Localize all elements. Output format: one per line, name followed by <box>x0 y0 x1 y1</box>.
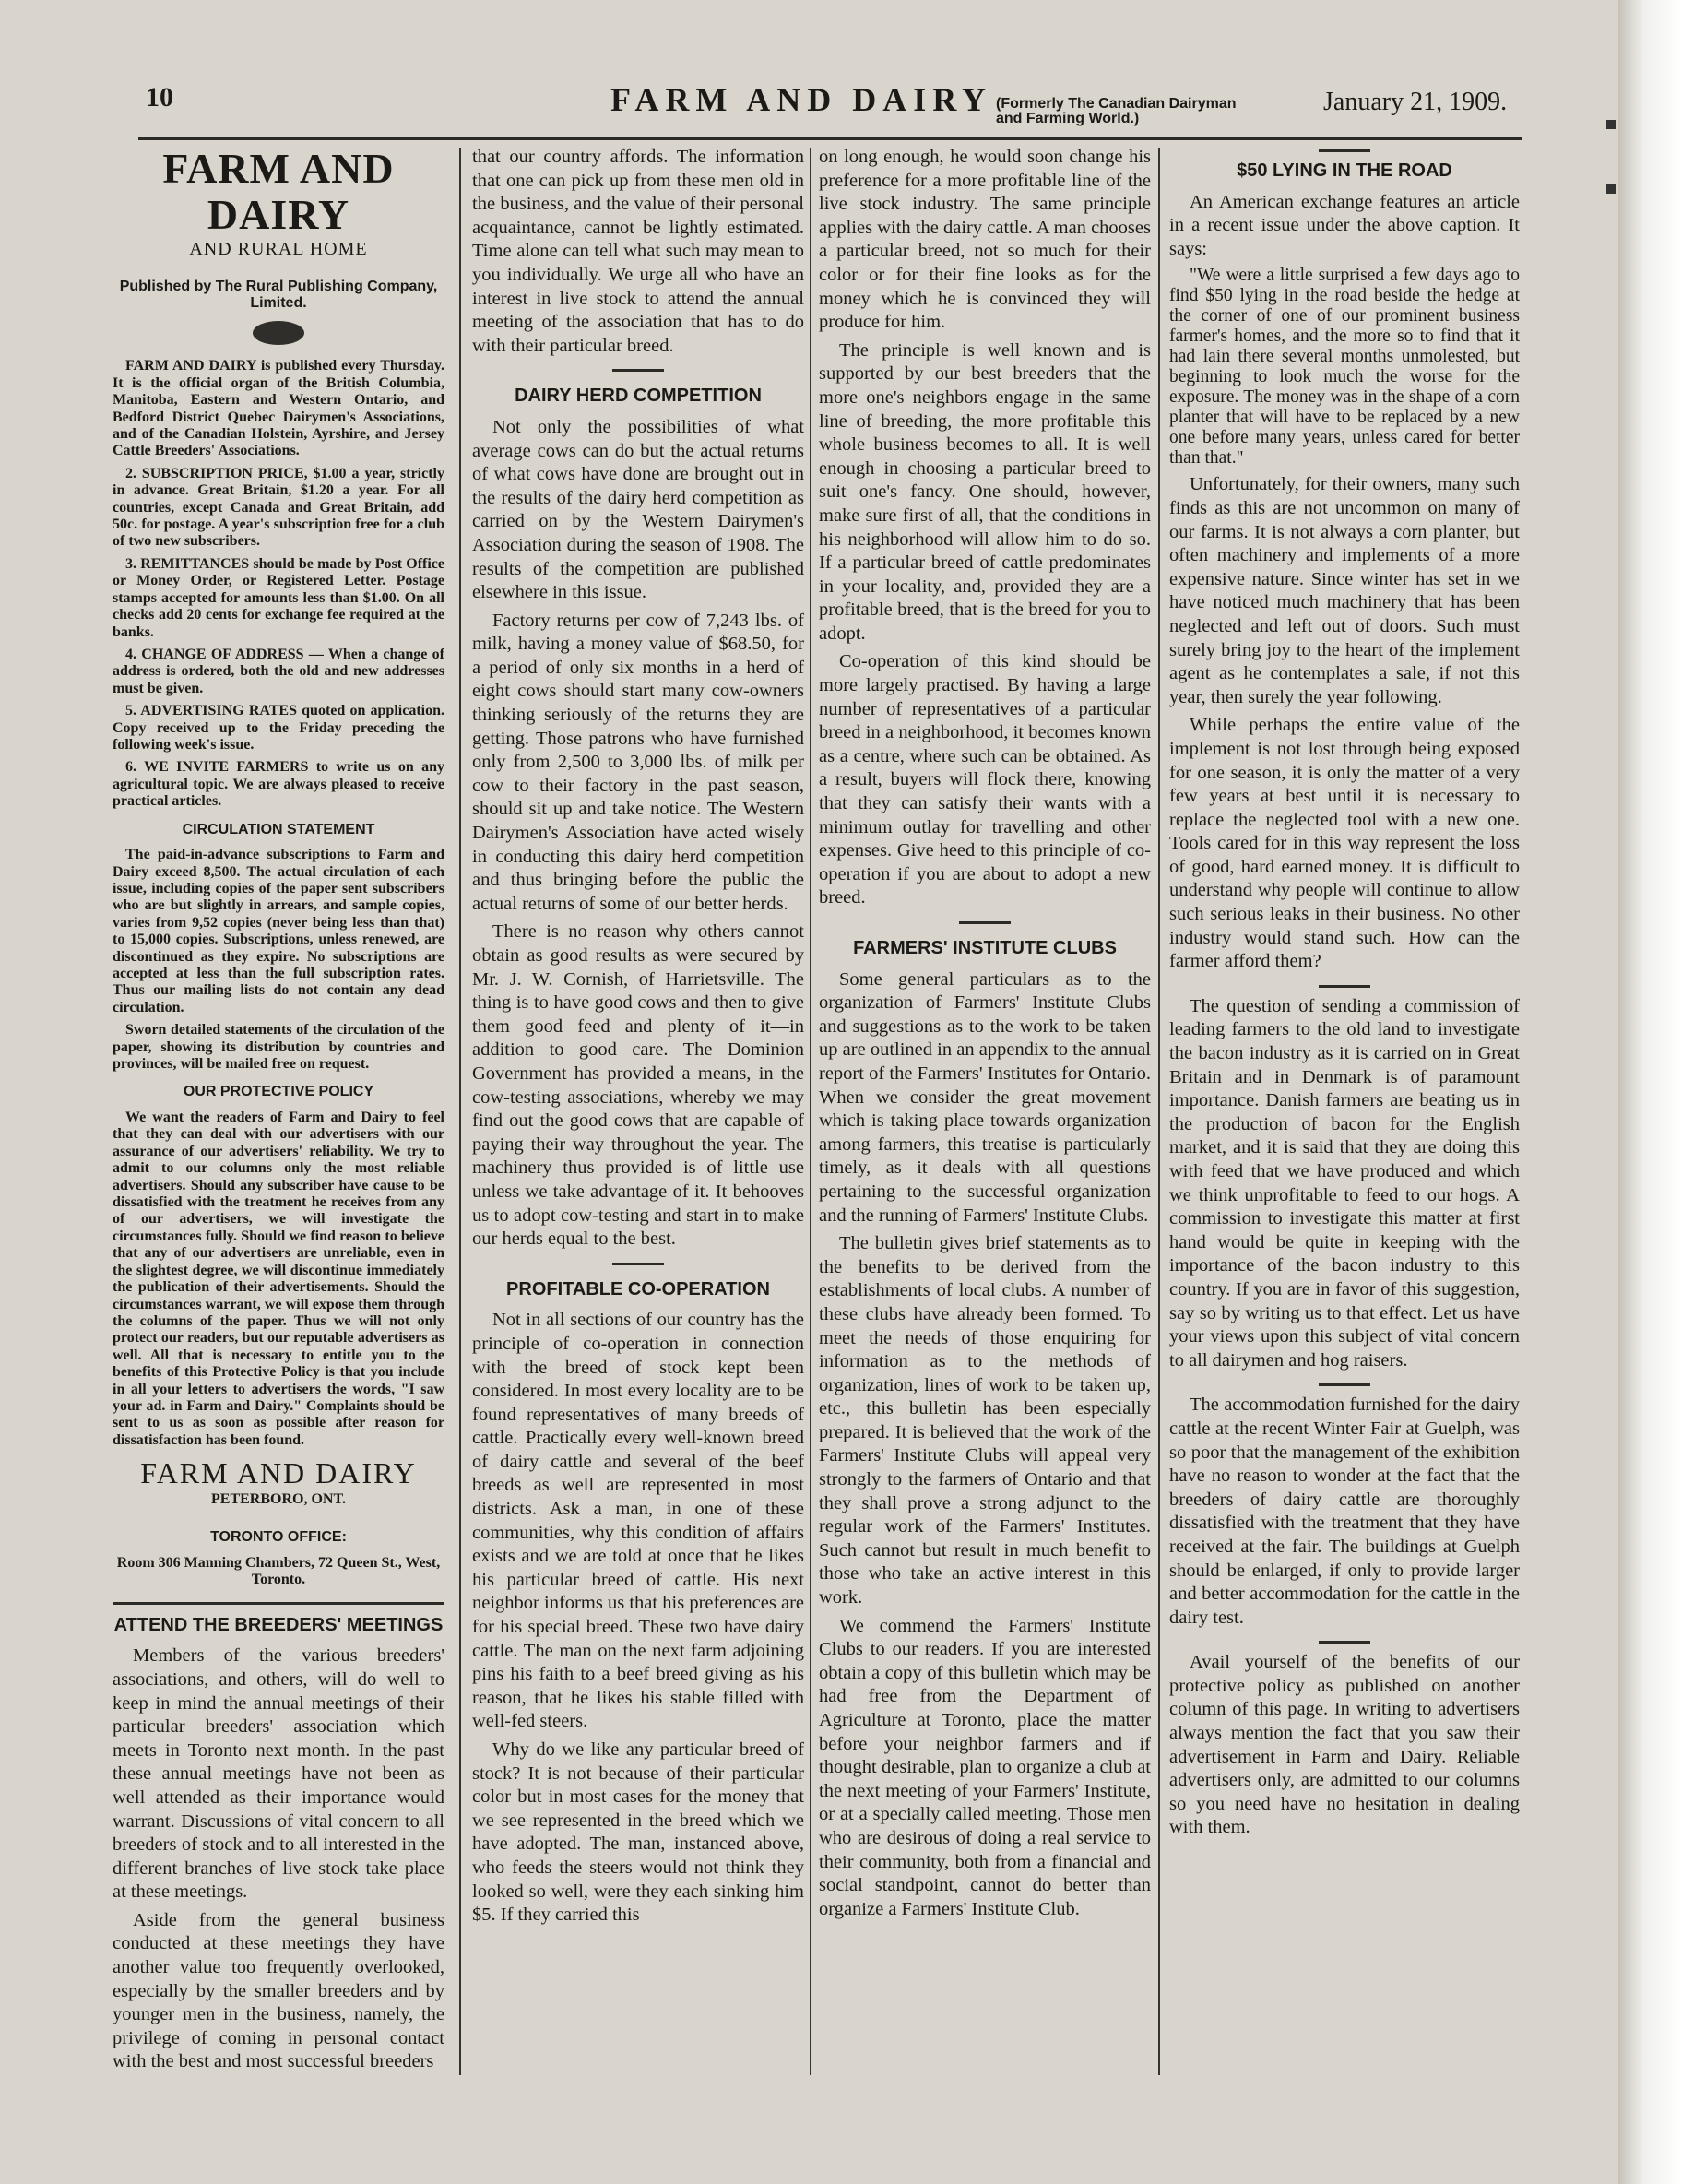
section-rule <box>612 1263 664 1265</box>
binding-mark <box>1606 120 1616 129</box>
column-4 <box>1169 146 1520 2064</box>
article-paragraph: The principle is well known and is supported by our best breeders that the more one's neighbors engage in the same line of breeding, the more profitable this whole business becomes to all. It is well enough in choosing a particular breed to suit one's fancy. One should, however, make sure first of all, that the conditions in his neighborhood will allow him to do so. If a particular breed of cattle predominates in your locality, and, provided they are a profitable breed, that is the breed for you to adopt. <box>819 339 1151 644</box>
office-heading: TORONTO OFFICE: <box>210 1529 347 1546</box>
section-rule <box>1319 1383 1370 1386</box>
circulation-statement <box>113 847 444 1073</box>
notice-item: 5. ADVERTISING RATES quoted on application. Copy received up to the Friday preceding the following week's issue. <box>113 703 444 753</box>
article-paragraph: on long enough, he would soon change his preference for a more profitable line of the live stock industry. The same principle applies with the dairy cattle. A man chooses a particular breed, not so much for their color or for their fine looks as for the money which he is convinced they will produce for him. <box>819 147 1151 333</box>
section-rule <box>1319 1641 1370 1644</box>
policy-paragraph: We want the readers of Farm and Dairy to feel that they can deal with our advertisers with our assurance of our advertisers' reliability. We try to admit to our columns only the most reliable advertisers. Should any subscriber have cause to be dissatisfied with the treatment he receives from any of our advertisers, we will investigate the circumstances fully. Should we find reason to believe that any of our advertisers are unreliable, even in the slightest degree, we will discontinue immediately the publication of their advertisements. Should the circumstances warrant, we will expose them through the columns of the paper. Thus we will not only protect our readers, but our reputable advertisers as well. All that is necessary to entitle you to the benefits of this Protective Policy is that you include in all your letters to advertisers the words, "I saw your ad. in Farm and Dairy." Complaints should be sent to us as soon as possible after reason for dissatisfaction has been found. <box>113 1110 444 1448</box>
publication-subtitle: AND RURAL HOME <box>189 239 368 259</box>
article-paragraph: Co-operation of this kind should be more largely practised. By having a large number of representatives of a particular breed in a neighborhood, it becomes known as a centre, where such can be obtained. As a result, buyers will flock there, knowing that they can satisfy their wants with a minimum outlay for travelling and other expenses. Give heed to this principle of co-operation if you are about to adopt a new breed. <box>819 651 1151 908</box>
column-1 <box>113 146 444 2083</box>
column-divider <box>1158 148 1160 2075</box>
article-paragraph: Unfortunately, for their owners, many such finds as this are not uncommon on many of our farms. It is not always a corn planter, but often machinery and implements of a more expensive nature. Since winter has set in we have noticed much machinery that has been neglected and left out of doors. Such must surely bring joy to the heart of the implement agent as he contemplates a sale, if not this year, then surely the year following. <box>1169 474 1520 707</box>
footer-paper-name: FARM AND DAIRY <box>140 1456 417 1490</box>
article-paragraph: that our country affords. The information that one can pick up from these men old in the business, and the value of their personal acquaintance, cannot be lightly estimated. Time alone can tell what such may mean to you individually. We urge all who have an interest in live stock to attend the annual meeting of the association that has to do with their particular breed. <box>472 147 804 356</box>
article-paragraph: Avail yourself of the benefits of our protective policy as published on another column of this page. In writing to advertisers always mention the fact that you saw their advertisement in Farm and Dairy. Reliable advertisers only, are admitted to our columns so you need have no hesitation in dealing with them. <box>1169 1652 1520 1838</box>
publisher-notices <box>113 358 444 810</box>
article-paragraph: Factory returns per cow of 7,243 lbs. of milk, having a money value of $68.50, for a period of only six months in a herd of eight cows should start many cow-owners thinking seriously of the returns they are getting. Those patrons who have furnished only from 2,500 to 3,000 lbs. of milk per cow to their factory in the past season, should sit up and take notice. The Western Dairymen's Association have acted wisely in conducting this dairy herd competition and thus bringing before the public the actual returns of some of our better herds. <box>472 610 804 914</box>
circulation-paragraph: Sworn detailed statements of the circulation of the paper, showing its distribution by countries and provinces, will be mailed free on request. <box>113 1022 444 1073</box>
article-heading: DAIRY HERD COMPETITION <box>515 386 762 407</box>
article-heading: PROFITABLE CO-OPERATION <box>506 1278 770 1300</box>
publication-title: FARM AND DAIRY <box>162 146 395 238</box>
notice-item: 3. REMITTANCES should be made by Post Office or Money Order, or Registered Letter. Postage stamps accepted for amounts less than $1.00. On all checks add 20 cents for exchange fee required at the banks. <box>113 555 444 640</box>
article-paragraph: We commend the Farmers' Institute Clubs to our readers. If you are interested obtain a copy of this bulletin which may be had free from the Department of Agriculture at Toronto, place the matter before your neighbor farmers and if thought desirable, plan to organize a club at the next meeting of your Farmers' Institute, or at a specially called meeting. Those men who are desirous of doing a real service to their community, both from a financial and social standpoint, cannot do better than organize a Farmers' Institute Club. <box>819 1615 1151 1919</box>
ornament <box>253 321 304 345</box>
footer-place: PETERBORO, ONT. <box>211 1490 346 1507</box>
circulation-paragraph: The paid-in-advance subscriptions to Farm and Dairy exceed 8,500. The actual circulation of each issue, including copies of the paper sent subscribers who are but slightly in arrears, and sample copies, varies from 9,52 copies (never being less than that) to 15,000 copies. Subscriptions, unless renewed, are discontinued as they expire. No subscriptions are accepted at less than the full subscription rates. Thus our mailing lists do not contain any dead circulation. <box>113 847 444 1015</box>
article-paragraph: An American exchange features an article in a recent issue under the above caption. It says: <box>1169 191 1520 259</box>
section-rule <box>1319 985 1370 988</box>
article-heading: FARMERS' INSTITUTE CLUBS <box>853 938 1117 958</box>
binding-mark <box>1606 184 1616 194</box>
notice-item: FARM AND DAIRY is published every Thursday. It is the official organ of the British Columbia, Manitoba, Eastern and Western Ontario, and Bedford District Quebec Dairymen's Associations, and of the Canadian Holstein, Ayrshire, and Jersey Cattle Breeders' Associations. <box>113 358 444 459</box>
section-rule <box>1319 149 1370 152</box>
article-paragraph: While perhaps the entire value of the implement is not lost through being exposed for one season, it is only the matter of a very few years at best until it is necessary to replace the neglected tool with a new one. Tools cared for in this way represent the loss of good, hard earned money. It is difficult to understand why people will continue to allow such serious leaks in their business. No other industry would stand such. How can the farmer afford them? <box>1169 715 1520 972</box>
paper-name: FARM AND DAIRY <box>610 81 993 118</box>
article-paragraph: Why do we like any particular breed of stock? It is not because of their particular color but in most cases for the money that we see represented in the breed which we have adopted. The man, instanced above, who feeds the steers would not think they looked so well, were they each sinking him $5. If they carried this <box>472 1739 804 1926</box>
article-paragraph: The accommodation furnished for the dairy cattle at the recent Winter Fair at Guelph, was so poor that the management of the exhibition have no reason to wonder at the fact that the breeders of dairy cattle are thoroughly dissatisfied with the treatment that they have received at the fair. The buildings at Guelph should be enlarged, if only to provide larger and better accommodation for the cattle in the dairy test. <box>1169 1395 1520 1628</box>
issue-date: January 21, 1909. <box>1323 88 1508 116</box>
section-rule <box>959 921 1011 924</box>
masthead-rule <box>138 136 1522 140</box>
article-paragraph: Members of the various breeders' associations, and others, will do well to keep in mind the annual meetings of their particular breeders' association which meets in Toronto next month. In the past these annual meetings have not been as well attended as their importance would warrant. Discussions of vital concern to all breeders of stock and to all interested in the different branches of live stock take place at these meetings. <box>113 1645 444 1903</box>
article-paragraph: Not in all sections of our country has the principle of co-operation in connection with the breed of stock kept been considered. In most every locality are to be found representatives of many breeds of cattle. Practically every well-known breed of dairy cattle and several of the beef breeds as well are represented in most districts. Ask a man, in one of these communities, why this condition of affairs exists and we are told at once that he likes his particular breed of cattle. His next neighbor informs us that his preferences are for his special breed. These two have dairy cattle. The man on the next farm adjoining pins his faith to a beef breed giving as his reason, that he likes his stable filled with well-fed steers. <box>472 1310 804 1732</box>
masthead <box>138 78 1512 134</box>
column-2 <box>472 146 804 2064</box>
article-paragraph: The bulletin gives brief statements as to the benefits to be derived from the establishments of local clubs. A number of these clubs have already been formed. To meet the needs of those enquiring for information as to the methods of organization, lines of work to be taken up, etc., this bulletin has been especially prepared. It is believed that the work of the Farmers' Institute Clubs will appeal very strongly to the farmers of Ontario and that they shall prove a strong adjunct to the regular work of the Farmers' Institutes. Such cannot but result in much benefit to those who take an active interest in this work. <box>819 1233 1151 1608</box>
column-3 <box>819 146 1151 2064</box>
formerly-note: (Formerly The Canadian Dairyman and Farming World.) <box>996 96 1237 126</box>
section-rule <box>113 1602 444 1605</box>
column-divider <box>459 148 461 2075</box>
article-paragraph: Some general particulars as to the organization of Farmers' Institute Clubs and suggestions as to the work to be taken up are outlined in an appendix to the annual report of the Farmers' Institutes for Ontario. When we consider the great movement which is taking place towards organization among farmers, this treatise is particularly timely, as it deals with all questions pertaining to the successful organization and the running of Farmers' Institute Clubs. <box>819 968 1151 1226</box>
notice-item: 2. SUBSCRIPTION PRICE, $1.00 a year, strictly in advance. Great Britain, $1.20 a year. For all countries, except Canada and Great Britain, add 50c. for postage. A year's subscription free for a club of two new subscribers. <box>113 465 444 550</box>
protective-policy <box>113 1110 444 1449</box>
notice-item: 4. CHANGE OF ADDRESS — When a change of address is ordered, both the old and new addresses must be given. <box>113 646 444 696</box>
circulation-heading: CIRCULATION STATEMENT <box>182 821 375 837</box>
page-number: 10 <box>146 82 173 113</box>
section-rule <box>612 369 664 372</box>
article-heading: ATTEND THE BREEDERS' MEETINGS <box>113 1614 444 1635</box>
column-divider <box>810 148 811 2075</box>
office-address: Room 306 Manning Chambers, 72 Queen St., West, Toronto. <box>116 1554 441 1588</box>
policy-heading: OUR PROTECTIVE POLICY <box>183 1084 374 1100</box>
publisher-line: Published by The Rural Publishing Company, Limited. <box>119 278 438 311</box>
notice-item: 6. WE INVITE FARMERS to write us on any agricultural topic. We are always pleased to receive practical articles. <box>113 759 444 810</box>
article-paragraph: There is no reason why others cannot obtain as good results as were secured by Mr. J. W. Cornish, of Harrietsville. The thing is to have good cows and then to give them good feed and plenty of it—in addition to good care. The Dominion Government has provided a means, in the cow-testing associations, whereby we may find out the good cows that are capable of paying their way throughout the year. The machinery thus provided is of little use unless we take advantage of it. It behooves us to adopt cow-testing and start in to make our herds equal to the best. <box>472 921 804 1250</box>
article-paragraph: Aside from the general business conducted at these meetings they have another value too frequently overlooked, especially by the smaller breeders and by younger men in the business, namely, the privilege of coming in personal contact with the best and most successful breeders <box>113 1909 444 2072</box>
quoted-passage: "We were a little surprised a few days ago to find $50 lying in the road beside the hedge at the corner of one of our prominent business farmer's homes, and the more so to find that it had lain there several months unmolested, but beginning to look much the worse for the exposure. The money was in the shape of a corn planter that will have to be replaced by a new one before many years, unless cared for better than that." <box>1169 266 1520 469</box>
article-paragraph: Not only the possibilities of what average cows can do but the actual returns of what cows have done are brought out in the results of the dairy herd competition as carried on by the Western Dairymen's Association during the season of 1908. The results of the competition are published elsewhere in this issue. <box>472 416 804 603</box>
article-paragraph: The question of sending a commission of leading farmers to the old land to investigate the bacon industry as it is carried on in Great Britain and in Denmark is of paramount importance. Danish farmers are beating us in the production of bacon for the English market, and it is said that they are doing this with feed that we have produced and which we think unprofitable to feed to our hogs. A commission to investigate this matter at first hand would be quite in keeping with the importance of the bacon industry to this country. If you are in favor of this suggestion, say so by writing us to that effect. Let us have your views upon this subject of vital concern to all dairymen and hog raisers. <box>1169 995 1520 1371</box>
page-edge <box>1618 0 1682 2184</box>
article-heading: $50 LYING IN THE ROAD <box>1237 160 1452 181</box>
